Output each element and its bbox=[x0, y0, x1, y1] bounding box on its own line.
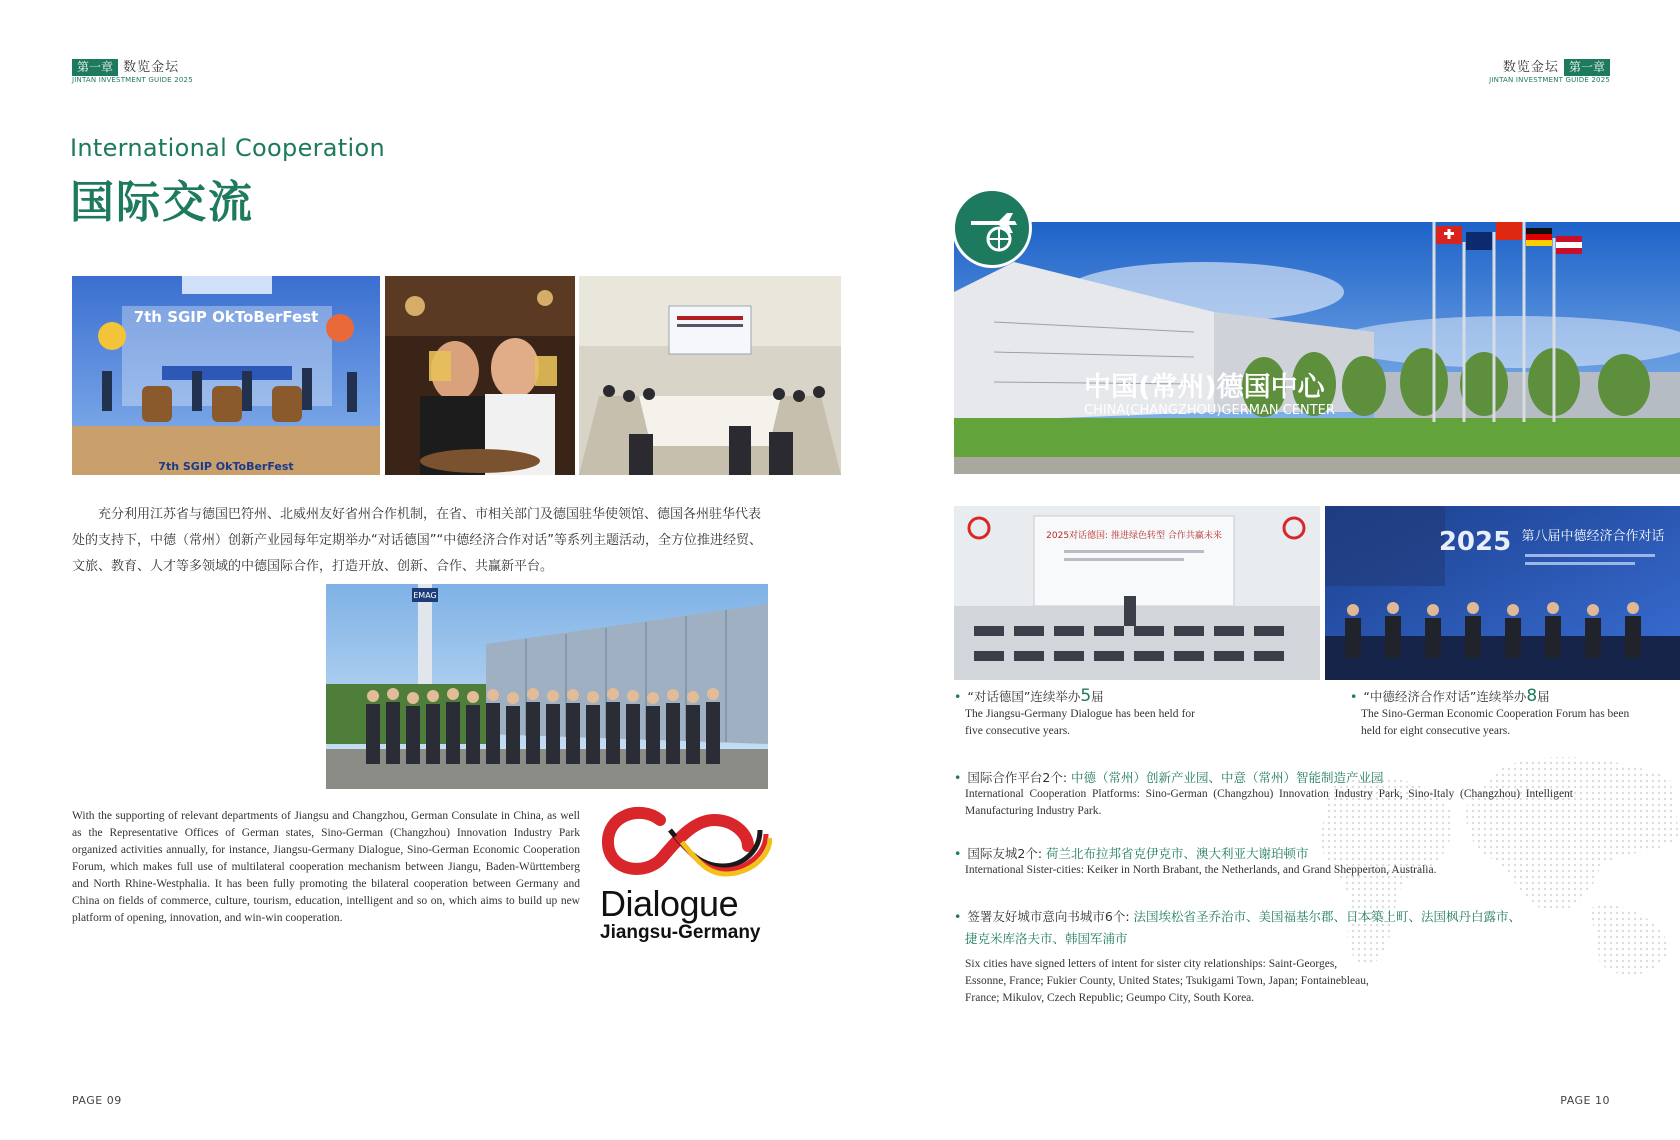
bullet-platforms bbox=[954, 768, 1574, 820]
page-number-left: PAGE 09 bbox=[72, 1094, 122, 1107]
paragraph-chinese: 充分利用江苏省与德国巴符州、北威州友好省州合作机制，在省、市相关部门及德国驻华使领馆、德国各州驻华代表处的支持下，中德（常州）创新产业园每年定期举办“对话德国”“中德经济合作对话”等系列主题活动，全方位推进经贸、文旅、教育、人才等多领域的中德国际合作，打造开放、创新、合作、共赢新平台。 bbox=[72, 507, 762, 574]
right-header bbox=[1489, 56, 1610, 84]
photo-dialogue-conference bbox=[954, 506, 1320, 680]
paragraph-english: With the supporting of relevant departments of Jiangsu and Changzhou, German Consulate in China, as well as the Representative Offices of German states, Sino-German (Changzhou) Innovation Industry Park organized activities annually, for instance, Jiangsu-Germany Dialogue, Sino-German Economic Cooperation Forum, which makes full use of multilateral cooperation mechanism between Jiangu, Baden-Württemberg and North Rhine-Westphalia. It has been fully promoting the bilateral cooperation between Germany and China on fields of commerce, culture, tourism, education, intelligent and so on, which aims to build up new platform of opening, innovation, and win-win cooperation. bbox=[72, 810, 580, 924]
photo-german-center bbox=[954, 222, 1680, 474]
guide-label: JINTAN INVESTMENT GUIDE 2025 bbox=[1489, 76, 1610, 84]
bullet-dot-icon: • bbox=[954, 770, 962, 785]
title-english: International Cooperation bbox=[70, 134, 385, 162]
bullet-sister-cities-label: 国际友城2个: bbox=[967, 846, 1043, 861]
guide-label: JINTAN INVESTMENT GUIDE 2025 bbox=[72, 76, 193, 84]
logo-line2: Jiangsu-Germany bbox=[600, 922, 761, 943]
bullet-sister-cities-heading bbox=[954, 844, 1574, 862]
page-number-right: PAGE 10 bbox=[1560, 1094, 1610, 1107]
stat-dialogue-heading bbox=[954, 686, 1294, 706]
german-center-sign-en: CHINA(CHANGZHOU)GERMAN CENTER bbox=[1084, 403, 1335, 418]
photo-meeting-room bbox=[579, 276, 841, 475]
bullet-intent-cities-highlight2: 捷克米库洛夫市、韩国军浦市 bbox=[965, 931, 1128, 946]
bullet-sister-cities-english: International Sister-cities: Keiker in North Brabant, the Netherlands, and Grand Shepperton, Australia. bbox=[965, 864, 1437, 876]
section-title: 数览金坛 bbox=[123, 60, 180, 75]
bullet-dot-icon: • bbox=[954, 846, 962, 861]
emag-sign-text: EMAG bbox=[413, 591, 437, 600]
oktoberfest-banner-text: 7th SGIP OkToBerFest bbox=[133, 308, 319, 326]
stat-forum-number: 8 bbox=[1526, 686, 1538, 706]
bullet-sister-cities-highlight: 荷兰北布拉邦省克伊克市、澳大利亚大谢珀顿市 bbox=[1046, 846, 1309, 861]
bullet-platforms-heading bbox=[954, 768, 1574, 786]
bullet-intent-cities-english: Six cities have signed letters of intent for sister city relationships: Saint-Georges, Essonne, France; Fukier County, United States; Tsukigami Town, Japan; Fontainebleau, France; Mikulov, Czech Republic; Geumpo City, South Korea. bbox=[965, 958, 1369, 1004]
title-chinese: 国际交流 bbox=[70, 177, 254, 228]
bullet-dot-icon: • bbox=[954, 909, 962, 924]
stat-dialogue bbox=[954, 686, 1294, 740]
bullet-intent-cities-heading bbox=[954, 906, 1574, 950]
dialogue-jiangsu-germany-logo bbox=[600, 806, 772, 946]
photo-oktoberfest-stage bbox=[72, 276, 380, 475]
chapter-tag: 第一章 bbox=[1564, 59, 1610, 76]
photo-group-emag bbox=[326, 584, 768, 789]
bullet-intent-cities bbox=[954, 906, 1574, 1007]
bullet-platforms-english: International Cooperation Platforms: Sino-German (Changzhou) Innovation Industry Park, Sino-Italy (Changzhou) Intelligent Manufacturing Industry Park. bbox=[965, 788, 1573, 817]
forum-title-text: 第八届中德经济合作对话 bbox=[1521, 529, 1665, 544]
stat-forum-heading bbox=[1350, 686, 1670, 706]
airplane-globe-icon bbox=[952, 188, 1032, 268]
section-title: 数览金坛 bbox=[1502, 60, 1559, 75]
chapter-tag: 第一章 bbox=[72, 59, 118, 76]
bullet-platforms-label: 国际合作平台2个: bbox=[967, 770, 1068, 785]
bullet-dot-icon: • bbox=[1350, 689, 1358, 704]
stat-forum-suffix: 届 bbox=[1537, 689, 1550, 704]
stat-dialogue-number: 5 bbox=[1080, 686, 1092, 706]
dialogue-banner-text: 2025对话德国: 推进绿色转型 合作共赢未来 bbox=[1046, 531, 1222, 541]
stat-forum-prefix: “中德经济合作对话”连续举办 bbox=[1363, 689, 1527, 704]
left-header bbox=[72, 56, 193, 84]
bullet-intent-cities-label: 签署友好城市意向书城市6个: bbox=[967, 909, 1130, 924]
oktoberfest-footer-text: 7th SGIP OkToBerFest bbox=[158, 460, 294, 473]
photo-toast bbox=[385, 276, 575, 475]
dialogue-logo-mark bbox=[600, 806, 772, 880]
forum-year-text: 2025 bbox=[1438, 527, 1512, 557]
bullet-platforms-highlight: 中德（常州）创新产业园、中意（常州）智能制造产业园 bbox=[1071, 770, 1384, 785]
stat-forum-english: The Sino-German Economic Cooperation Forum has been held for eight consecutive years. bbox=[1361, 708, 1630, 737]
logo-line1: Dialogue bbox=[600, 883, 739, 924]
german-center-sign-cn: 中国(常州)德国中心 bbox=[1084, 372, 1325, 403]
stat-dialogue-prefix: “对话德国”连续举办 bbox=[967, 689, 1081, 704]
bullet-intent-cities-highlight: 法国埃松省圣乔治市、美国福基尔郡、日本築上町、法国枫丹白露市、 bbox=[1133, 909, 1522, 924]
stat-dialogue-english: The Jiangsu-Germany Dialogue has been held for five consecutive years. bbox=[965, 708, 1195, 737]
bullet-dot-icon: • bbox=[954, 689, 962, 704]
bullet-sister-cities bbox=[954, 844, 1574, 879]
stat-dialogue-suffix: 届 bbox=[1091, 689, 1104, 704]
stat-forum bbox=[1350, 686, 1670, 740]
photo-forum-panel bbox=[1325, 506, 1680, 680]
